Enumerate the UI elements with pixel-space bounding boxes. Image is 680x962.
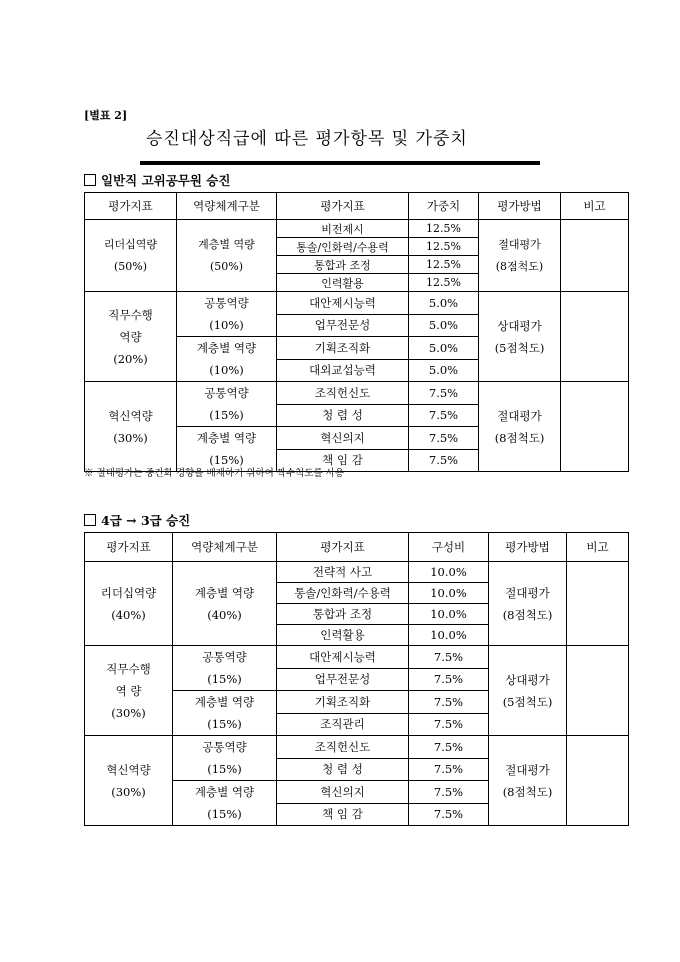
item-cell: 조직관리 [277,713,409,736]
table-header-row [85,193,629,220]
item-cell: 책 임 감 [277,449,409,472]
category-common: 공통역량 (15%) [173,736,277,781]
item-cell: 혁신의지 [277,427,409,450]
table-header-row [85,533,629,562]
weight-cell: 5.0% [409,292,479,315]
section-1-heading: 일반직 고위공무원 승진 [84,171,230,189]
weight-cell: 12.5% [409,256,479,274]
weight-cell: 10.0% [409,625,489,646]
header-remarks: 비고 [567,533,629,562]
method-cell: 절대평가 (8점척도) [479,382,561,472]
table-row [85,736,629,759]
item-cell: 기획조직화 [277,337,409,360]
category-common: 공통역량 (15%) [173,646,277,691]
group-innovation: 혁신역량 (30%) [85,736,173,826]
header-indicator: 평가지표 [85,193,177,220]
item-cell: 조직헌신도 [277,382,409,405]
weight-cell: 10.0% [409,604,489,625]
category-common: 공통역량 (10%) [177,292,277,337]
weight-cell: 7.5% [409,713,489,736]
method-cell: 상대평가 (5점척도) [489,646,567,736]
table-row [85,562,629,583]
item-cell: 청 렴 성 [277,758,409,781]
footnote: ※ 절대평가는 중간화 경향을 배제하기 위하여 짝수척도를 사용 [84,468,345,479]
weight-cell: 10.0% [409,562,489,583]
category-tier: 계층별 역량 (15%) [173,691,277,736]
weight-cell: 7.5% [409,758,489,781]
weight-cell: 5.0% [409,359,479,382]
weight-cell: 12.5% [409,238,479,256]
item-cell: 업무전문성 [277,668,409,691]
title-underline [140,161,540,165]
table-row [85,220,629,238]
remarks-cell [567,562,629,646]
weight-cell: 7.5% [409,382,479,405]
item-cell: 대안제시능력 [277,646,409,669]
category-tier: 계층별 역량 (50%) [177,220,277,292]
table-row [85,292,629,315]
item-cell: 인력활용 [277,274,409,292]
group-leadership: 리더십역량 (50%) [85,220,177,292]
item-cell: 통합과 조정 [277,256,409,274]
header-item: 평가지표 [277,193,409,220]
item-cell: 조직헌신도 [277,736,409,759]
checkbox-icon [84,174,96,186]
method-cell: 상대평가 (5점척도) [479,292,561,382]
weight-cell: 10.0% [409,583,489,604]
category-tier: 계층별 역량 (40%) [173,562,277,646]
group-leadership: 리더십역량 (40%) [85,562,173,646]
weight-cell: 7.5% [409,449,479,472]
group-job-performance: 직무수행 역량 (20%) [85,292,177,382]
weight-cell: 5.0% [409,337,479,360]
item-cell: 인력활용 [277,625,409,646]
header-indicator: 평가지표 [85,533,173,562]
header-ratio: 구성비 [409,533,489,562]
weight-cell: 7.5% [409,691,489,714]
weight-cell: 7.5% [409,427,479,450]
header-method: 평가방법 [489,533,567,562]
category-common: 공통역량 (15%) [177,382,277,427]
item-cell: 책 임 감 [277,803,409,826]
weight-cell: 7.5% [409,646,489,669]
item-cell: 통솔/인화력/수용력 [277,238,409,256]
method-cell: 절대평가 (8점척도) [489,562,567,646]
item-cell: 통솔/인화력/수용력 [277,583,409,604]
header-category: 역량체계구분 [177,193,277,220]
item-cell: 대안제시능력 [277,292,409,315]
weight-cell: 7.5% [409,781,489,804]
table-grade4-promotion [84,532,629,826]
remarks-cell [561,382,629,472]
weight-cell: 7.5% [409,803,489,826]
category-tier: 계층별 역량 (15%) [173,781,277,826]
item-cell: 전략적 사고 [277,562,409,583]
weight-cell: 7.5% [409,404,479,427]
weight-cell: 7.5% [409,736,489,759]
table-senior-promotion [84,192,629,472]
category-tier: 계층별 역량 (10%) [177,337,277,382]
table-row [85,646,629,669]
remarks-cell [567,646,629,736]
annex-label: [별표 2] [84,109,128,122]
group-innovation: 혁신역량 (30%) [85,382,177,472]
remarks-cell [561,292,629,382]
method-cell: 절대평가 (8점척도) [479,220,561,292]
checkbox-icon [84,514,96,526]
item-cell: 대외교섭능력 [277,359,409,382]
item-cell: 혁신의지 [277,781,409,804]
item-cell: 기획조직화 [277,691,409,714]
method-cell: 절대평가 (8점척도) [489,736,567,826]
weight-cell: 12.5% [409,274,479,292]
header-method: 평가방법 [479,193,561,220]
document-title: 승진대상직급에 따른 평가항목 및 가중치 [146,129,468,149]
remarks-cell [561,220,629,292]
weight-cell: 5.0% [409,314,479,337]
item-cell: 비전제시 [277,220,409,238]
group-job-performance: 직무수행 역 량 (30%) [85,646,173,736]
header-weight: 가중치 [409,193,479,220]
header-remarks: 비고 [561,193,629,220]
item-cell: 업무전문성 [277,314,409,337]
remarks-cell [567,736,629,826]
header-category: 역량체계구분 [173,533,277,562]
item-cell: 통합과 조정 [277,604,409,625]
table-row [85,382,629,405]
section-2-heading: 4급 → 3급 승진 [84,511,190,529]
header-item: 평가지표 [277,533,409,562]
category-tier: 계층별 역량 (15%) [177,427,277,472]
item-cell: 청 렴 성 [277,404,409,427]
weight-cell: 7.5% [409,668,489,691]
weight-cell: 12.5% [409,220,479,238]
